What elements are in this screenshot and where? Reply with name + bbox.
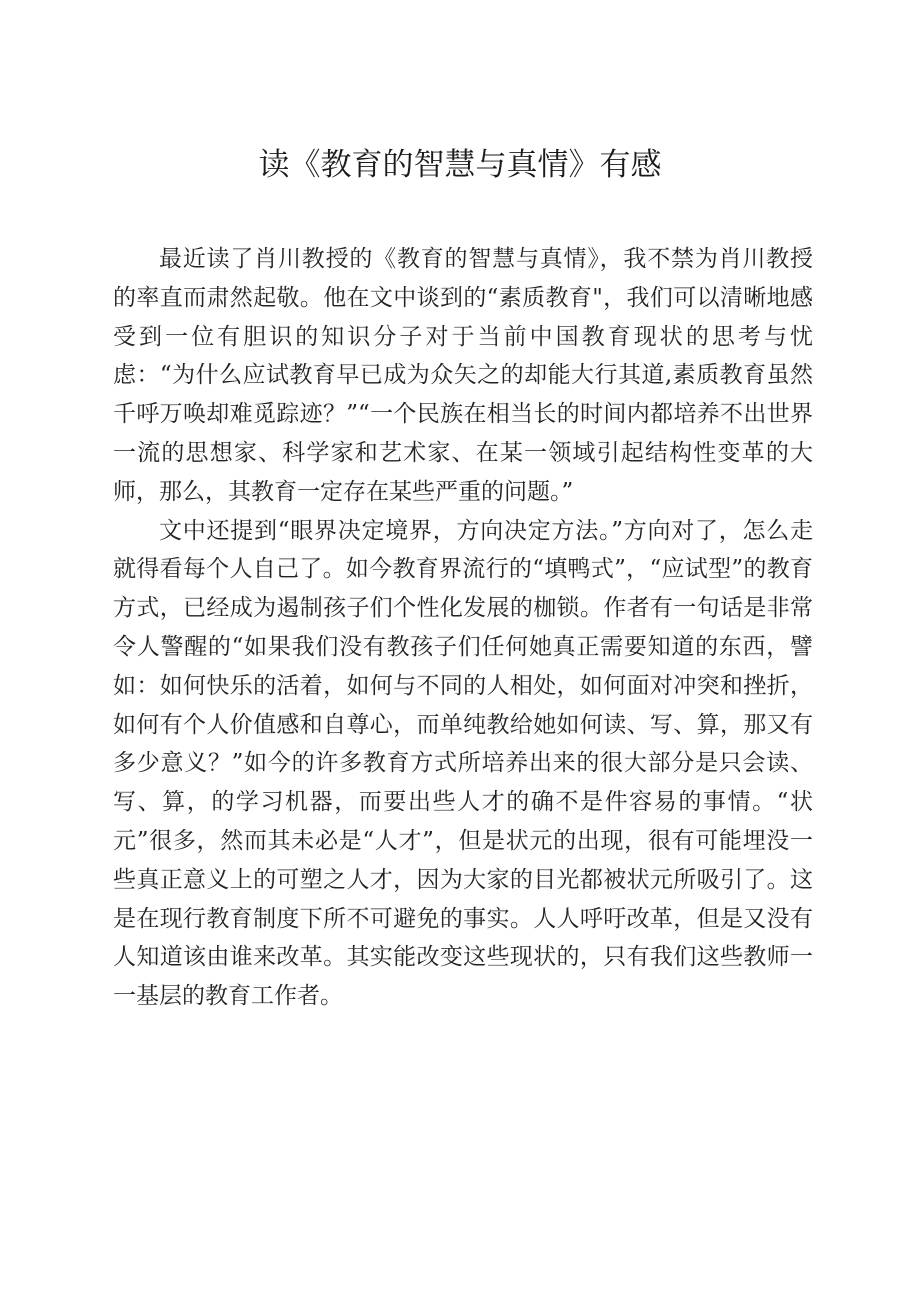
document-body	[113, 240, 813, 1016]
paragraph-1: 最近读了肖川教授的《教育的智慧与真情》，我不禁为肖川教授的率直而肃然起敬。他在文中谈到的“素质教育"，我们可以清晰地感受到一位有胆识的知识分子对于当前中国教育现状的思考与忧虑：“为什么应试教育早已成为众矢之的却能大行其道,素质教育虽然千呼万唤却难觅踪迹？”“一个民族在相当长的时间内都培养不出世界一流的思想家、科学家和艺术家、在某一领域引起结构性变革的大师，那么，其教育一定存在某些严重的问题。”	[113, 246, 813, 505]
page-title: 读《教育的智慧与真情》有感	[258, 147, 662, 183]
paragraph-2: 文中还提到“眼界决定境界，方向决定方法。”方向对了，怎么走就得看每个人自己了。如今教育界流行的“填鸭式”，“应试型”的教育方式，已经成为遏制孩子们个性化发展的枷锁。作者有一句话是非常令人警醒的“如果我们没有教孩子们任何她真正需要知道的东西，譬如：如何快乐的活着，如何与不同的人相处，如何面对冲突和挫折，如何有个人价值感和自尊心，而单纯教给她如何读、写、算，那又有多少意义？”如今的许多教育方式所培养出来的很大部分是只会读、写、算，的学习机器，而要出些人才的确不是件容易的事情。“状元”很多，然而其未必是“人才”，但是状元的出现，很有可能埋没一些真正意义上的可塑之人才，因为大家的目光都被状元所吸引了。这是在现行教育制度下所不可避免的事实。人人呼吁改革，但是又没有人知道该由谁来改革。其实能改变这些现状的，只有我们这些教师一一基层的教育工作者。	[113, 517, 813, 1010]
